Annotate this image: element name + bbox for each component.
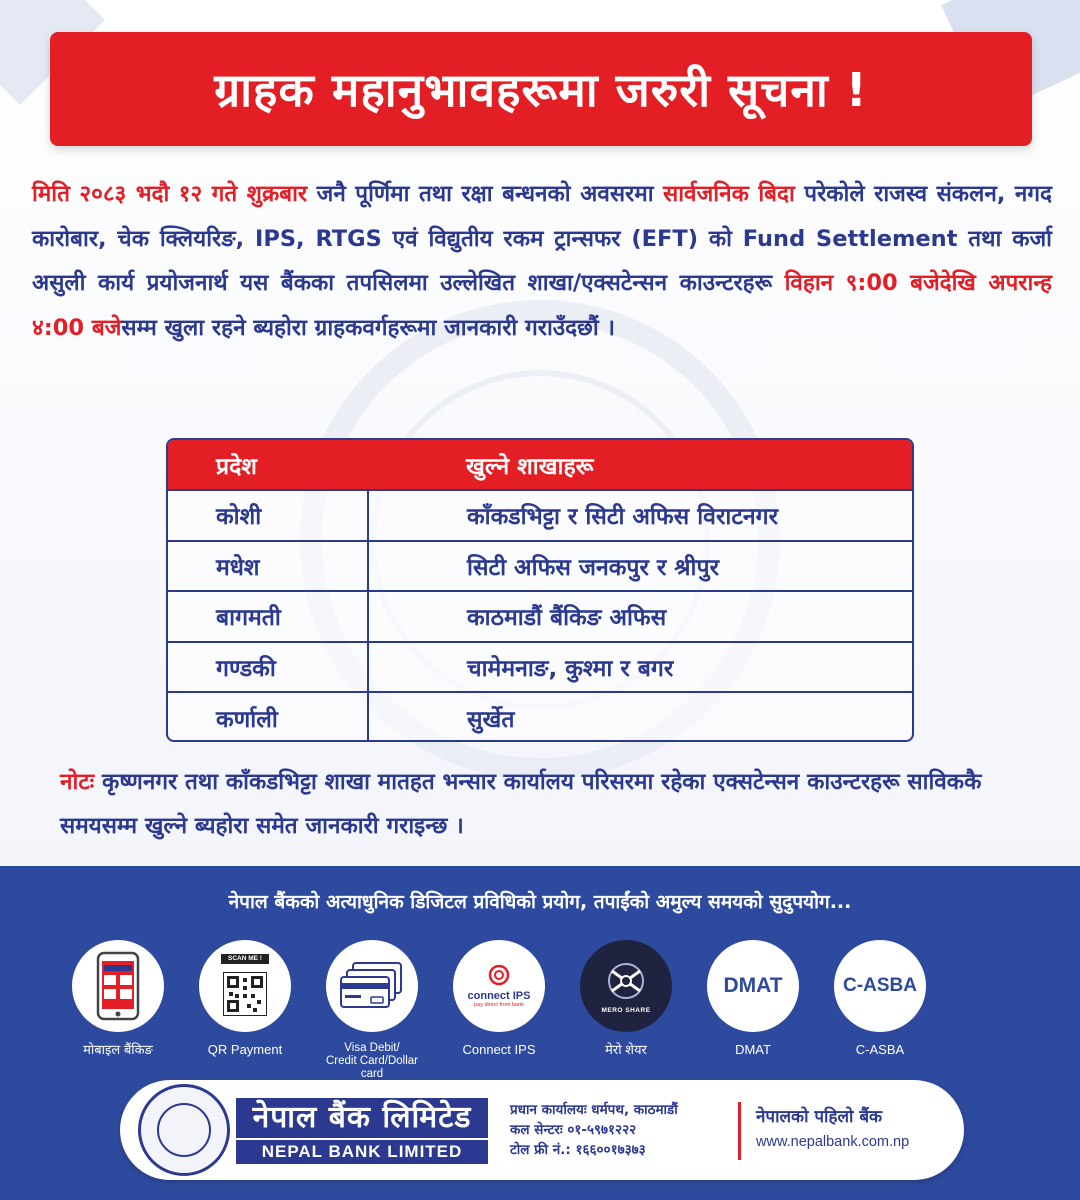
notice-text: सम्म खुला रहने ब्यहोरा ग्राहकवर्गहरूमा जानकारी गराउँदछौं । [121,314,616,341]
toll-free: टोल फ्री नं.: १६६००१७३७३ [510,1142,646,1158]
table-row [168,591,912,642]
service-label: QR Payment [207,1042,283,1057]
branches-cell: सिटी अफिस जनकपुर र श्रीपुर [368,541,912,592]
note-text: कृष्णनगर तथा काँकडभिट्टा शाखा मातहत भन्सार कार्यालय परिसरमा रहेका एक्सटेन्सन काउन्टरहरू साविककै समयसम्म खुल्ने ब्यहोरा समेत जानकारी गराइन्छ । [60,769,982,839]
scan-me-badge: SCAN ME ! [221,954,269,964]
province-cell: बागमती [168,591,368,642]
head-office: प्रधान कार्यालयः धर्मपथ, काठमाडौं [510,1102,678,1118]
service-label: Connect IPS [462,1042,536,1057]
service-qr-payment[interactable] [195,940,295,1057]
bank-seal-inner [157,1103,211,1157]
c-asba-icon [834,940,926,1032]
branches-cell: काँकडभिट्टा र सिटी अफिस विराटनगर [368,490,912,541]
service-cards[interactable] [322,940,422,1081]
branches-cell: सुर्खेत [368,692,912,742]
note-paragraph [60,760,1020,848]
website-link[interactable]: www.nepalbank.com.np [756,1134,910,1150]
service-c-asba[interactable] [830,940,930,1057]
province-cell: गण्डकी [168,642,368,693]
service-label: C-ASBA [855,1042,905,1057]
dmat-icon [707,940,799,1032]
mero-share-icon [580,940,672,1032]
notice-holiday: सार्वजनिक बिदा [663,181,795,207]
mobile-banking-icon [72,940,164,1032]
table-row [168,490,912,541]
mero-share-logo-text: MERO SHARE [601,1006,651,1014]
bank-seal-logo [138,1084,230,1176]
qr-code-icon [199,940,291,1032]
service-mero-share[interactable] [576,940,676,1057]
call-center: कल सेन्टरः ०१-५९७१२२२ [510,1122,637,1138]
table-row [168,692,912,742]
notice-hours: विहान ९:00 बजेदेखि अपरान्ह ४:00 बजे [32,270,1052,341]
notice-text: जनै पूर्णिमा तथा रक्षा बन्धनको अवसरमा [307,181,664,207]
branches-cell: चामेमनाङ, कुश्मा र बगर [368,642,912,693]
service-mobile-banking[interactable] [68,940,168,1057]
province-cell: कोशी [168,490,368,541]
service-label: मेरो शेयर [605,1042,647,1057]
headline-text: ग्राहक महानुभावहरूमा जरुरी सूचना ! [214,63,868,117]
service-label: DMAT [735,1042,771,1057]
branches-table [166,438,914,742]
note-label: नोटः [60,769,95,795]
bank-name-nepali: नेपाल बैंक लिमिटेड [236,1098,488,1138]
contact-info [510,1100,730,1160]
bank-name-english: NEPAL BANK LIMITED [236,1140,488,1164]
connect-ips-logo-text: connect IPS [467,990,531,1002]
footer-card [120,1080,964,1180]
service-label: मोबाइल बैंकिङ [83,1042,153,1057]
table-row [168,642,912,693]
service-dmat[interactable] [703,940,803,1057]
connect-ips-icon [453,940,545,1032]
table-header-row [168,440,912,490]
connect-ips-subtext: pay direct from bank [474,1002,524,1008]
notice-text: परेकोले राजस्व संकलन, नगद कारोबार, चेक क्लियरिङ, IPS, RTGS एवं विद्युतीय रकम ट्रान्सफर (EFT) को Fund Settlement तथा कर्जा असुली कार्य प्रयोजनार्थ यस बैंकका तपसिलमा उल्लेखित शाखा/एक्सटेन्सन काउन्टरहरू [32,181,1052,296]
digital-tagline: नेपाल बैंकको अत्याधुनिक डिजिटल प्रविधिको प्रयोग, तपाईंको अमुल्य समयको सुदुपयोग... [228,891,852,913]
column-header-branches: खुल्ने शाखाहरू [368,440,912,490]
divider [738,1102,741,1160]
bank-slogan: नेपालको पहिलो बैंक [756,1107,883,1127]
service-connect-ips[interactable] [449,940,549,1057]
notice-date: मिति २०८३ भदौ १२ गते शुक्रबार [32,181,308,207]
province-cell: कर्णाली [168,692,368,742]
headline-banner [50,32,1032,146]
c-asba-logo-text: C-ASBA [843,975,917,996]
service-label: Visa Debit/ Credit Card/Dollar card [325,1042,419,1080]
dmat-logo-text: DMAT [723,974,783,997]
province-cell: मधेश [168,541,368,592]
table-row [168,541,912,592]
column-header-province: प्रदेश [168,440,368,490]
branches-cell: काठमाडौं बैंकिङ अफिस [368,591,912,642]
credit-card-icon [326,940,418,1032]
notice-paragraph [32,172,1052,350]
